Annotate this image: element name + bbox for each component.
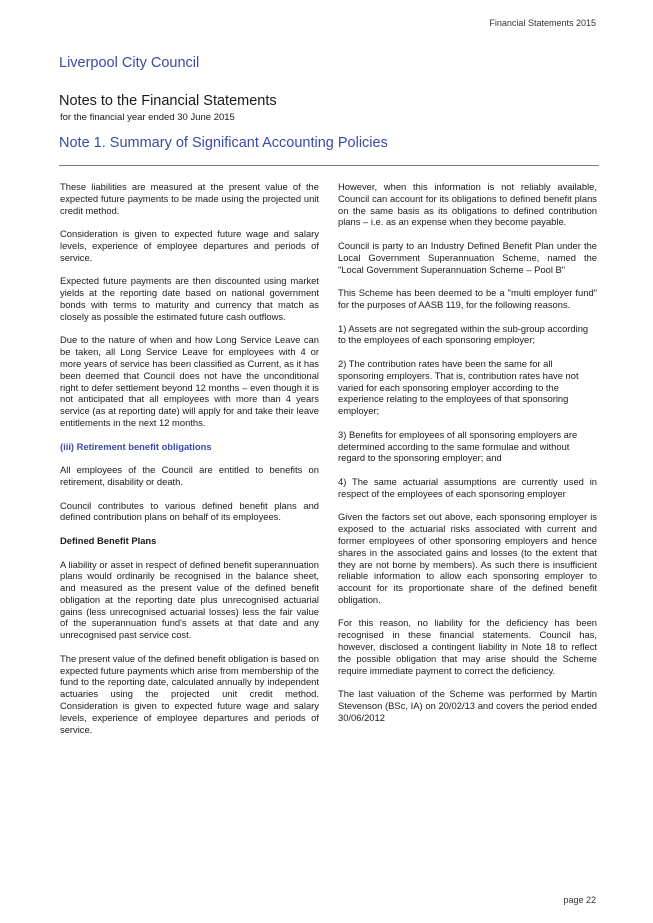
subheading-retirement-benefit: (iii) Retirement benefit obligations xyxy=(60,440,212,452)
paragraph: Council contributes to various defined benefit plans and defined contribution plans on behalf of its employees. xyxy=(60,499,319,523)
paragraph: The present value of the defined benefit obligation is based on expected future payments which arise from membership of the fund to the reporting date, calculated annually by independent actuaries using the projected unit credit method. Consideration is given to expected future wage and salary levels, experience of employee departures and periods of service. xyxy=(60,652,319,735)
page-number: page 22 xyxy=(563,895,596,905)
paragraph: A liability or asset in respect of defined benefit superannuation plans would ordinarily be recognised in the balance sheet, and measured as the present value of the defined benefit obligation at the reporting date plus unrecognised actuarial gains (less unrecognised actuarial losses) less the fair value of the superannuation fund's assets at that date and any unrecognised past service cost. xyxy=(60,558,319,641)
left-column xyxy=(60,181,319,747)
paragraph: 4) The same actuarial assumptions are currently used in respect of the employees of each sponsoring employer xyxy=(338,475,597,499)
note-heading: Note 1. Summary of Significant Accounting Policies xyxy=(59,135,388,151)
paragraph: The last valuation of the Scheme was performed by Martin Stevenson (BSc, IA) on 20/02/13 and covers the period ended 30/06/2012 xyxy=(338,688,597,723)
running-header: Financial Statements 2015 xyxy=(489,18,596,28)
notes-subtitle: for the financial year ended 30 June 2015 xyxy=(60,112,235,123)
subheading-defined-benefit-plans: Defined Benefit Plans xyxy=(60,534,157,546)
paragraph: Given the factors set out above, each sponsoring employer is exposed to the actuarial risks associated with current and former employees of other sponsoring employers and hence shares in the associated gains and losses (to the extent that they are not borne by members). As such there is insufficient reliable information to allow each sponsoring employer to account for its proportionate share of the defined benefit obligation. xyxy=(338,511,597,605)
paragraph: Due to the nature of when and how Long Service Leave can be taken, all Long Service Leave for employees with 4 or more years of service has been classified as Current, as it has been deemed that Council does not have the unconditional right to defer settlement beyond 12 months – even though it is not anticipated that all employees with more than 4 years service (as at reporting date) will apply for and take their leave entitlements in the next 12 months. xyxy=(60,334,319,428)
paragraph: Expected future payments are then discounted using market yields at the reporting date based on national government bonds with terms to maturity and currency that match as closely as possible the estimated future cash outflows. xyxy=(60,275,319,322)
paragraph: 2) The contribution rates have been the same for all sponsoring employers. That is, contribution rates have not varied for each sponsoring employer according to the experience relating to the employees of that sponsoring employer; xyxy=(338,357,579,417)
paragraph: These liabilities are measured at the present value of the expected future payments to be made using the projected unit credit method. xyxy=(60,181,319,216)
right-column xyxy=(338,181,597,735)
paragraph: All employees of the Council are entitled to benefits on retirement, disability or death. xyxy=(60,464,319,487)
notes-title: Notes to the Financial Statements xyxy=(59,93,277,109)
paragraph: However, when this information is not reliably available, Council can account for its obligations to defined benefit plans on the same basis as its obligations to defined contribution plans – i.e. as an expense when they become payable. xyxy=(338,181,597,228)
council-name: Liverpool City Council xyxy=(59,55,200,71)
paragraph: 3) Benefits for employees of all sponsoring employers are determined according to the same formulae and without regard to the sponsoring employer; and xyxy=(338,428,578,464)
paragraph: Council is party to an Industry Defined Benefit Plan under the Local Government Superannuation Scheme, named the "Local Government Superannuation Scheme – Pool B" xyxy=(338,239,597,275)
paragraph: This Scheme has been deemed to be a "multi employer fund" for the purposes of AASB 119, for the following reasons. xyxy=(338,287,597,310)
paragraph: Consideration is given to expected future wage and salary levels, experience of employee departures and periods of service. xyxy=(60,228,319,263)
heading-divider xyxy=(59,165,599,166)
paragraph: 1) Assets are not segregated within the sub-group according to the employees of each sponsoring employer; xyxy=(338,322,589,346)
paragraph: For this reason, no liability for the deficiency has been recognised in these financial statements. Council has, however, disclosed a contingent liability in Note 18 to reflect the possible obligation that may arise should the Scheme require immediate payment to correct the deficiency. xyxy=(338,617,597,676)
